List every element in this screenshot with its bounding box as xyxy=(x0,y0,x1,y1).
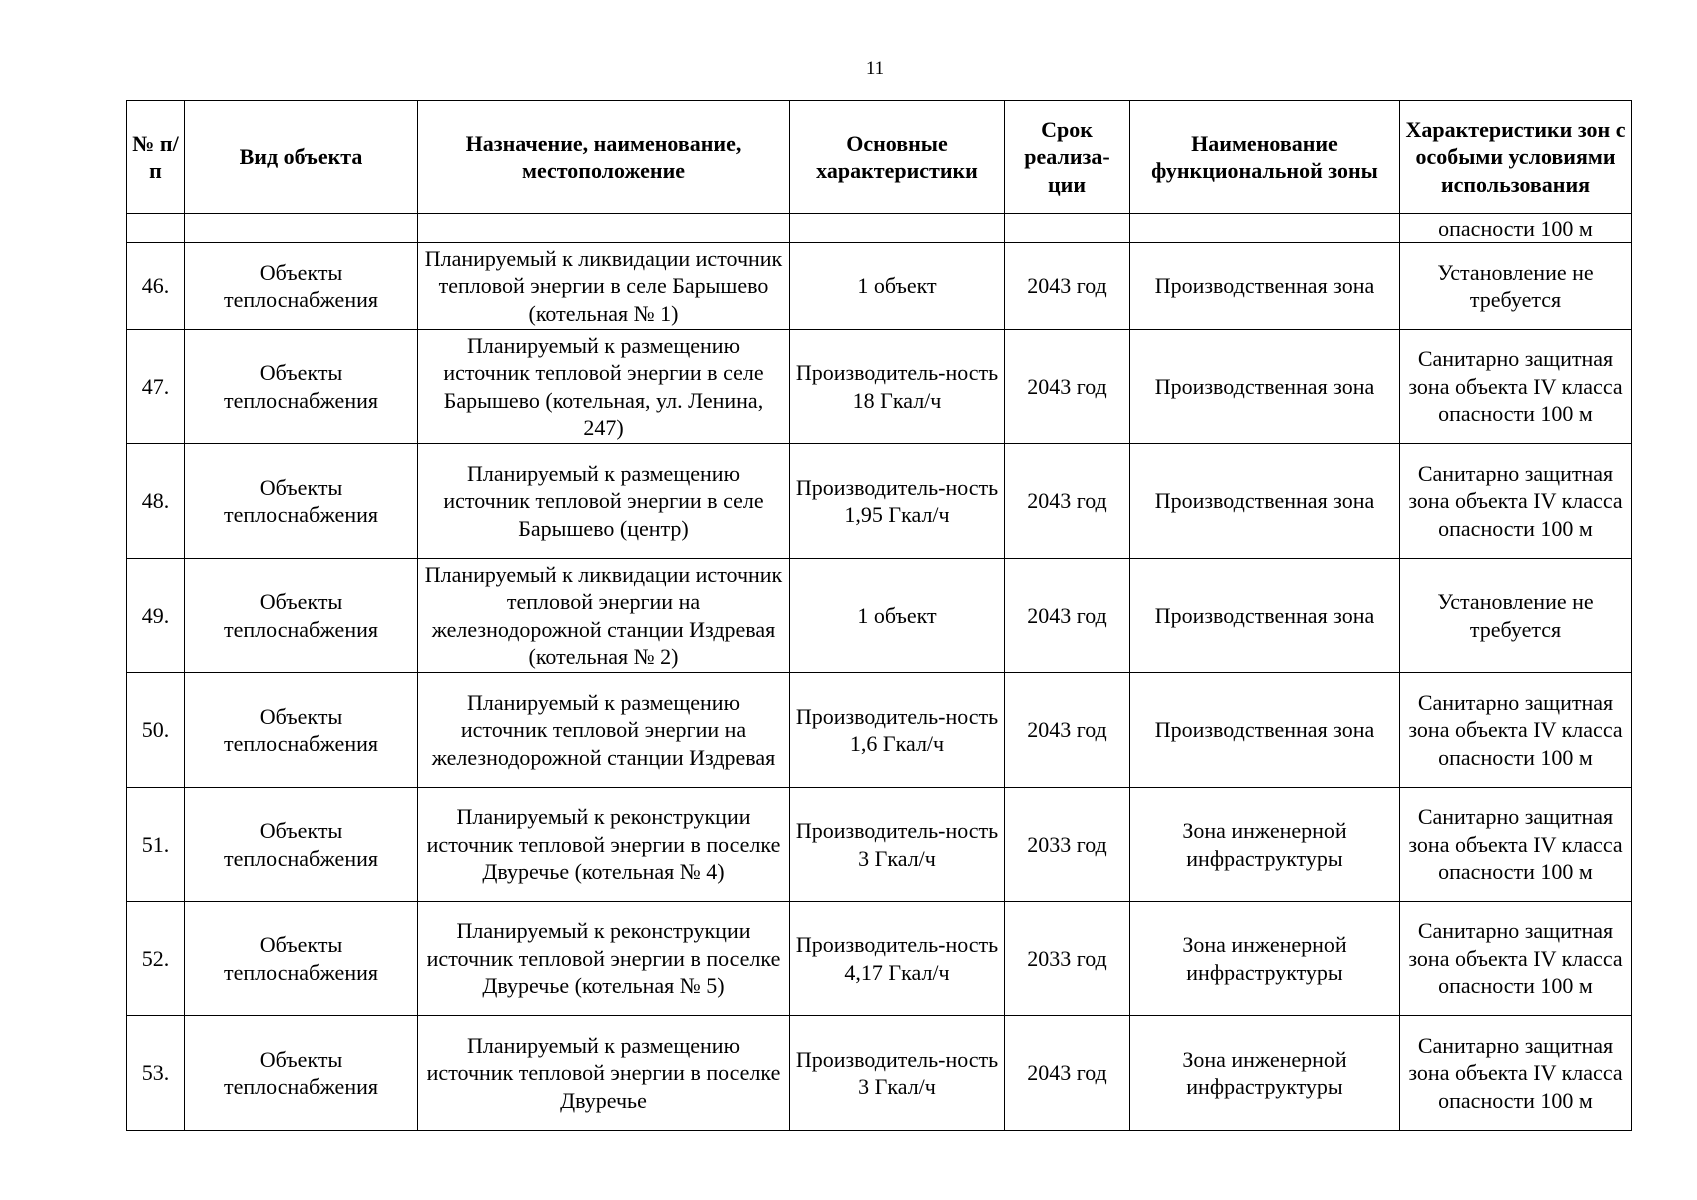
table-row xyxy=(127,243,1632,330)
row-characteristics: Производитель-ность 1,6 Гкал/ч xyxy=(790,673,1005,788)
row-number: 49. xyxy=(127,559,185,673)
header-characteristics: Основные характеристики xyxy=(790,101,1005,214)
table-row-continuation xyxy=(127,214,1632,243)
table-row xyxy=(127,444,1632,559)
row-object-type: Объекты теплоснабжения xyxy=(185,673,418,788)
objects-table xyxy=(126,100,1632,1131)
page-number: 11 xyxy=(865,58,885,79)
row-characteristics: 1 объект xyxy=(790,243,1005,330)
row-term: 2033 год xyxy=(1005,788,1130,902)
row-functional-zone: Производственная зона xyxy=(1130,243,1400,330)
row-purpose: Планируемый к ликвидации источник тепловой энергии на железнодорожной станции Издревая (котельная № 2) xyxy=(418,559,790,673)
row-term: 2043 год xyxy=(1005,673,1130,788)
row-special-zone: Санитарно защитная зона объекта IV класса опасности 100 м xyxy=(1400,902,1632,1016)
row-number: 52. xyxy=(127,902,185,1016)
row-functional-zone: Производственная зона xyxy=(1130,444,1400,559)
row-special-zone: Санитарно защитная зона объекта IV класса опасности 100 м xyxy=(1400,444,1632,559)
row-purpose: Планируемый к реконструкции источник тепловой энергии в поселке Двуречье (котельная № 5) xyxy=(418,902,790,1016)
table-cell xyxy=(1005,214,1130,243)
table-row xyxy=(127,1016,1632,1131)
table-cell xyxy=(790,214,1005,243)
row-functional-zone: Производственная зона xyxy=(1130,559,1400,673)
header-number: № п/п xyxy=(127,101,185,214)
row-characteristics: Производитель-ность 4,17 Гкал/ч xyxy=(790,902,1005,1016)
row-characteristics: Производитель-ность 1,95 Гкал/ч xyxy=(790,444,1005,559)
row-term: 2043 год xyxy=(1005,1016,1130,1131)
row-number: 53. xyxy=(127,1016,185,1131)
row-term: 2043 год xyxy=(1005,330,1130,444)
row-special-zone: Установление не требуется xyxy=(1400,559,1632,673)
table-row xyxy=(127,902,1632,1016)
row-object-type: Объекты теплоснабжения xyxy=(185,788,418,902)
row-functional-zone: Производственная зона xyxy=(1130,673,1400,788)
table-cell xyxy=(127,214,185,243)
row-number: 47. xyxy=(127,330,185,444)
row-purpose: Планируемый к реконструкции источник тепловой энергии в поселке Двуречье (котельная № 4) xyxy=(418,788,790,902)
table-row xyxy=(127,559,1632,673)
row-functional-zone: Производственная зона xyxy=(1130,330,1400,444)
table-cell: опасности 100 м xyxy=(1400,214,1632,243)
row-functional-zone: Зона инженерной инфраструктуры xyxy=(1130,788,1400,902)
row-term: 2043 год xyxy=(1005,444,1130,559)
header-term: Срок реализа-ции xyxy=(1005,101,1130,214)
row-purpose: Планируемый к размещению источник тепловой энергии в поселке Двуречье xyxy=(418,1016,790,1131)
row-number: 48. xyxy=(127,444,185,559)
row-functional-zone: Зона инженерной инфраструктуры xyxy=(1130,902,1400,1016)
row-special-zone: Установление не требуется xyxy=(1400,243,1632,330)
row-number: 50. xyxy=(127,673,185,788)
row-term: 2043 год xyxy=(1005,559,1130,673)
row-number: 46. xyxy=(127,243,185,330)
header-purpose: Назначение, наименование, местоположение xyxy=(418,101,790,214)
row-term: 2043 год xyxy=(1005,243,1130,330)
header-functional-zone: Наименование функциональной зоны xyxy=(1130,101,1400,214)
row-term: 2033 год xyxy=(1005,902,1130,1016)
table-row xyxy=(127,673,1632,788)
table-cell xyxy=(418,214,790,243)
row-object-type: Объекты теплоснабжения xyxy=(185,243,418,330)
row-object-type: Объекты теплоснабжения xyxy=(185,444,418,559)
row-object-type: Объекты теплоснабжения xyxy=(185,902,418,1016)
row-purpose: Планируемый к размещению источник тепловой энергии в селе Барышево (котельная, ул. Ленина, 247) xyxy=(418,330,790,444)
row-special-zone: Санитарно защитная зона объекта IV класса опасности 100 м xyxy=(1400,1016,1632,1131)
row-number: 51. xyxy=(127,788,185,902)
header-special-zone: Характеристики зон с особыми условиями использования xyxy=(1400,101,1632,214)
row-purpose: Планируемый к размещению источник тепловой энергии в селе Барышево (центр) xyxy=(418,444,790,559)
table-row xyxy=(127,330,1632,444)
table-cell xyxy=(1130,214,1400,243)
row-object-type: Объекты теплоснабжения xyxy=(185,559,418,673)
row-purpose: Планируемый к ликвидации источник тепловой энергии в селе Барышево (котельная № 1) xyxy=(418,243,790,330)
row-object-type: Объекты теплоснабжения xyxy=(185,1016,418,1131)
row-special-zone: Санитарно защитная зона объекта IV класса опасности 100 м xyxy=(1400,330,1632,444)
row-object-type: Объекты теплоснабжения xyxy=(185,330,418,444)
row-characteristics: Производитель-ность 18 Гкал/ч xyxy=(790,330,1005,444)
row-characteristics: Производитель-ность 3 Гкал/ч xyxy=(790,788,1005,902)
row-special-zone: Санитарно защитная зона объекта IV класса опасности 100 м xyxy=(1400,788,1632,902)
row-characteristics: 1 объект xyxy=(790,559,1005,673)
table-header-row xyxy=(127,101,1632,214)
table-cell xyxy=(185,214,418,243)
table-row xyxy=(127,788,1632,902)
row-purpose: Планируемый к размещению источник тепловой энергии на железнодорожной станции Издревая xyxy=(418,673,790,788)
row-characteristics: Производитель-ность 3 Гкал/ч xyxy=(790,1016,1005,1131)
header-object-type: Вид объекта xyxy=(185,101,418,214)
row-functional-zone: Зона инженерной инфраструктуры xyxy=(1130,1016,1400,1131)
row-special-zone: Санитарно защитная зона объекта IV класса опасности 100 м xyxy=(1400,673,1632,788)
